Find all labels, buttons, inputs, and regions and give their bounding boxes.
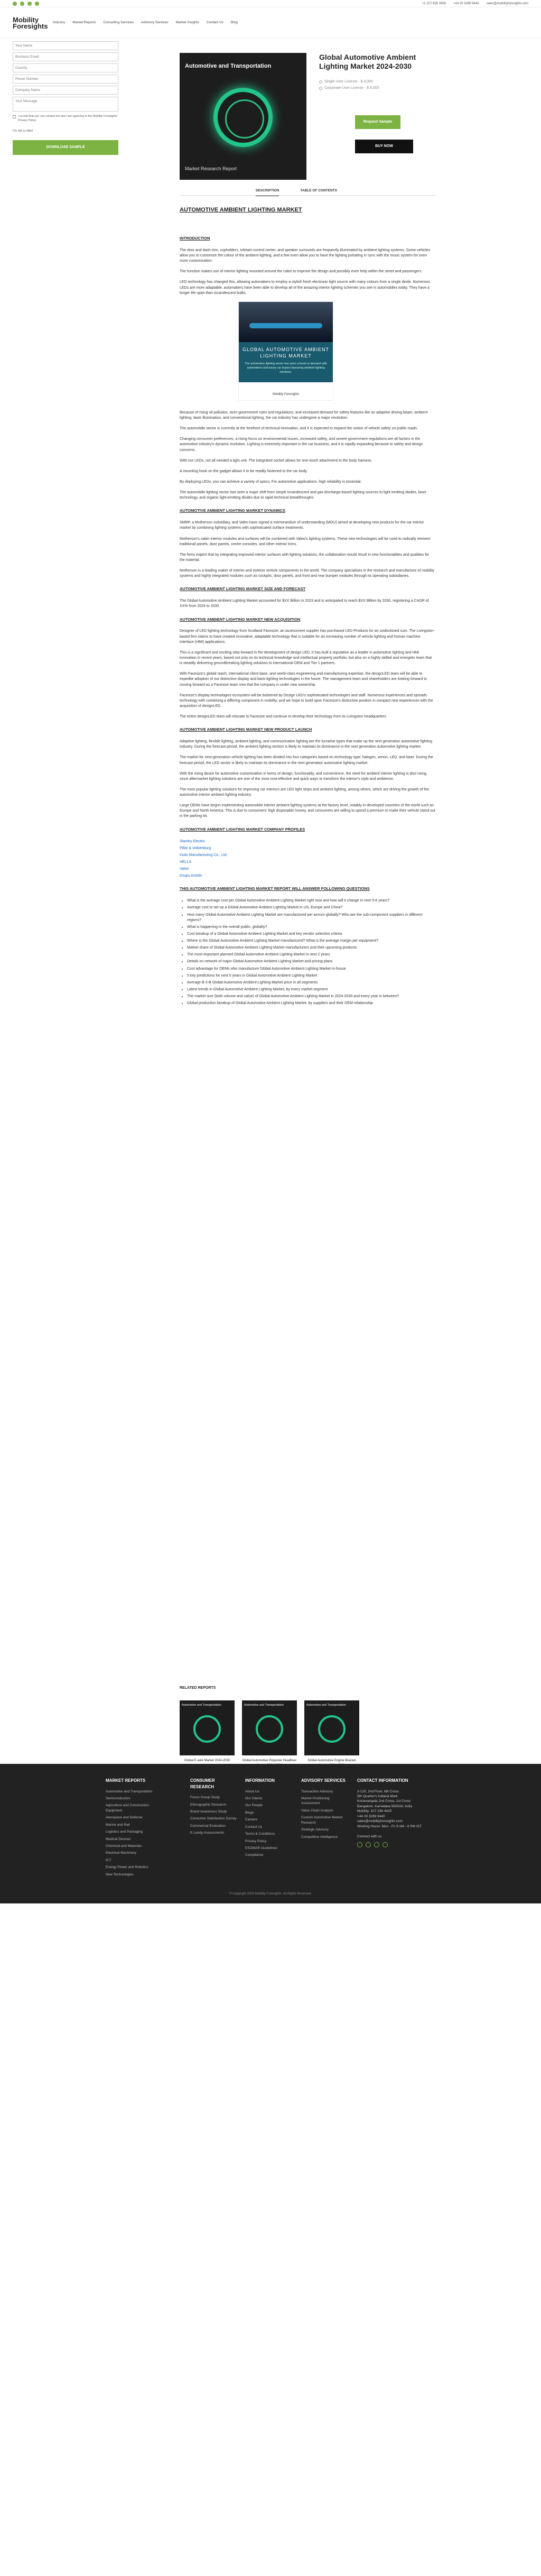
footer-heading: ADVISORY SERVICES [301,1778,346,1783]
faq-item: • The market size (both volume and value) of Global Automotive Ambient Lighting Market in 2024-2030 and every year in between? [187,994,435,999]
faq-item: • Where is the Global Automotive Ambient Lighting Market manufactured? What is the average margin per equipment? [187,939,435,944]
linkedin-icon[interactable] [374,1842,379,1847]
footer-link[interactable]: Electrical Machinery [106,1851,137,1855]
radio-icon [319,80,322,84]
related-card-image [242,1700,297,1755]
faq-item: • The most important planned Global Automotive Ambient Lighting Market in next 2 years [187,952,435,958]
company-list [180,839,435,879]
related-card-image [180,1700,235,1755]
cover-ring-graphic [213,88,273,147]
report-heading: AUTOMOTIVE AMBIENT LIGHTING MARKET [180,207,302,213]
download-sample-button[interactable]: DOWNLOAD SAMPLE [13,140,118,155]
product-title-line1: Global Automotive Ambient [319,53,416,61]
twitter-icon[interactable] [366,1842,371,1847]
linkedin-icon[interactable] [27,2,32,6]
section-heading-dynamics: AUTOMOTIVE AMBIENT LIGHTING MARKET DYNAMICS [180,508,285,513]
nav-insights[interactable]: Market Insights [175,21,199,24]
paragraph: This is a significant and exciting step forward in the development of design LED. It has built a reputation as a leader in automotive lighting and HMI innovation in recent years, based not only on its technical knowledge and intellectual property portfolio, but also on a highly skilled and energetic team that is steadily delivering groundbreaking lighting solutions to international OEM and Tier 1 partners. [180,650,432,666]
footer-link[interactable]: Agriculture and Construction Equipment [106,1804,150,1813]
footer-link[interactable]: Market Positioning Assessment [301,1797,330,1806]
faq-item: • Global production breakup of Global Automotive Ambient Lighting Market, by suppliers and their OEM relationship [187,1001,435,1006]
consent-checkbox[interactable] [13,115,16,118]
buy-now-button[interactable]: BUY NOW [355,140,413,153]
social-links [13,2,39,6]
card-title[interactable]: Global Automotive Engine Bracket [307,1759,356,1763]
paragraph: A mounting hook on the gadget allows it to be readily fastened to the car body. [180,469,308,473]
footer-link[interactable]: Terms & Conditions [245,1832,275,1836]
company-link[interactable]: Pillar & Volkenburg [180,846,211,850]
phone-field[interactable]: Phone Number [13,75,118,84]
nav-advisory[interactable]: Advisory Services [141,21,169,24]
faq-item: • Average B-2-B Global Automotive Ambient Lighting Market price in all segments [187,980,435,986]
contact-line: Bangalore, Karnataka 560034, India [357,1804,413,1808]
top-bar [0,0,541,7]
card-ring-graphic [318,1715,346,1743]
card-category: Automotive and Transportation [306,1704,346,1707]
faq-item: • What is the average cost per Global Automotive Ambient Lighting Market right now and how will it change in next 5-6 years? [187,898,435,904]
footer-link[interactable]: Focus Group Study [190,1796,220,1800]
footer-link[interactable]: About Us [245,1789,259,1793]
footer-link[interactable]: Strategic Advisory [301,1828,329,1832]
footer-link[interactable]: New Technologies [106,1872,134,1876]
footer-link[interactable]: Blogs [245,1810,254,1815]
paragraph: Motherson is a leading maker of interior and exterior vehicle components in the world. The company specialises in the research and manufacture of mobility systems and highly integrated modules such as cockpits, door panels, and front and rear bumper modules through its operating subsidiaries. [180,569,434,578]
consent-row [13,115,118,123]
paragraph: The door and dash trim, cupholders, infotain-control center, and speaker surrounds are frequently illuminated by ambient lighting systems. Some vehicles allow you to customize the colour of the ambient lighting, and a few even allow you to have the lighting pulsating in sync with the music system for even more customization. [180,248,431,263]
section-heading-profiles: AUTOMOTIVE AMBIENT LIGHTING MARKET COMPANY PROFILES [180,826,305,832]
faq-item: • Cost advantage for OEMs who manufacture Global Automotive Ambient Lighting Market in-house [187,967,435,972]
site-footer [0,1764,541,1903]
faq-item: • Cost breakup of a Global Automotive Ambient Lighting Market and key vendor selection criteria [187,932,435,937]
paragraph: With our LEDs, not all needed a light unit. The integrated socket allows for one-touch attachment to the body harness. [180,458,372,463]
paragraph: The entire designLED team will relocate to Facesize and continue to develop their technology from its Livingston headquarters. [180,715,387,719]
paragraph: LED technology has changed this, allowing automakers to employ a stylish fresh electronic light source with many colours from a single diode. Numerous LEDs are more adaptable, automakers have been able to develop all of the amazing interior lighting schemes you see in automobiles today. They have a longer life span than incandescent bulbs. [180,280,430,295]
product-title-line2: Lighting Market 2024-2030 [319,62,412,70]
youtube-icon[interactable] [383,1842,388,1847]
request-sample-button[interactable]: Request Sample [355,115,400,129]
nav-consulting[interactable]: Consulting Services [103,21,134,24]
country-field[interactable]: Country [13,63,118,72]
card-category: Automotive and Transportation [182,1704,221,1707]
footer-heading: CONSUMER RESEARCH [190,1778,215,1789]
footer-link[interactable]: ICT [106,1858,111,1862]
paragraph: Motherson's cabin interior modules and surfaces will be combined with Valeo's lighting systems. These new technologies will be used to radically reinvent traditional panels, door panels, centre consoles, and other interior trims. [180,537,431,546]
paragraph: Changing consumer preferences, a rising focus on environmental issues, increased safety, and severe government regulations are all factors in the automotive industry's dynamic evolution. Lighting is extremely important in the car business, and it is rapidly expanding because to safety and design concerns. [180,437,423,452]
contact-line: Working Hours: Mon - Fri 9 AM - 6 PM IST [357,1824,422,1828]
paragraph: The market for next-generation vehicle lighting has been divided into four categories based on technology type: halogen, xenon, LED, and laser. During the forecast period, the LED sector is likely to maintain its dominance in the next generation automotive lighting market. [180,756,433,765]
market-infographic [238,301,333,401]
tab-divider [180,195,435,196]
footer-link[interactable]: Aerospace and Defense [106,1816,143,1820]
footer-heading: INFORMATION [245,1778,275,1783]
contact-line: 5th Quarter's Indiana Mark [357,1795,398,1799]
card-category: Automotive and Transportation [244,1704,284,1707]
faq-item: • Details on network of major Global Automotive Ambient Lighting Market and pricing plans [187,959,435,964]
radio-icon [319,87,322,90]
paragraph: Designer of LED lighting technology from Scotland Facesize, an assessment supplier has purchased LED Products for an undisclosed sum. The Livingston-based firm claims to have created innovative, adaptable technology that is suitable for an increasing number of vehicle lighting and human machine interface (HMI) applications. [180,629,435,644]
footer-link[interactable]: Careers [245,1818,258,1822]
footer-link[interactable]: Medical Devices [106,1837,131,1841]
footer-link[interactable]: Chemical and Materials [106,1844,142,1848]
footer-link[interactable]: Compliance [245,1853,264,1857]
company-link[interactable]: Valeo [180,867,189,871]
footer-link[interactable]: Transaction Advisory [301,1789,333,1793]
card-title[interactable]: Global E-axle Market 2024-2030 [184,1759,230,1763]
section-heading-faq: THIS AUTOMOTIVE AMBIENT LIGHTING MARKET REPORT WILL ANSWER FOLLOWING QUESTIONS [180,886,370,891]
consent-text: I accept that you can contact me and I am agreeing to the Mobility Foresights' Privacy Policy [18,115,118,122]
paragraph: The automobile lighting sector has seen a major shift from simple incandescent and gas discharge-based lighting sources to light emitting diodes, laser technology, and organic light-emitting diodes due to rapid technical breakthroughs. [180,491,426,500]
footer-link[interactable]: Logistics and Packaging [106,1830,143,1834]
report-cover-image [180,53,306,180]
faq-item: • What is happening in the overall public, globally? [187,925,435,930]
price-corp-label: Corporate User License - $ 6,000 [324,86,379,90]
company-link[interactable]: Koito Manufacturing Co., Ltd [180,853,227,857]
footer-heading: CONTACT INFORMATION [357,1778,408,1783]
footer-link[interactable]: Our Clients [245,1797,263,1801]
copyright: © Copyright 2024 Mobility Foresights. All Rights Reserved. [229,1892,312,1896]
footer-link[interactable]: Consumer Satisfaction Survey [190,1817,237,1821]
logo[interactable] [13,17,48,30]
captcha-text: I'm not a robot [13,129,33,133]
section-heading-launch: AUTOMOTIVE AMBIENT LIGHTING MARKET NEW PRODUCT LAUNCH [180,727,312,732]
footer-link[interactable]: Value Chain Analysis [301,1808,333,1813]
card-ring-graphic [193,1715,221,1743]
footer-link[interactable]: Semiconductors [106,1797,130,1801]
logo-line1: Mobility [13,16,39,24]
car-interior-image [239,302,333,342]
card-title[interactable]: Global Automotive Polyester Headliner [242,1759,297,1763]
footer-link[interactable]: Privacy Policy [245,1839,267,1843]
paragraph: Because of rising oil pollution, strict government rules and regulations, and increased demand for safety features like as adaptive driving beam, ambient lighting, laser illumination, and conventional lighting, the car industry has undergone a major revolution. [180,410,428,420]
paragraph: The firms expect that by integrating improved interior surfaces with lighting solutions, the collaboration would result in new functionalities and qualities for the material. [180,553,430,562]
paragraph: Adaptive lighting, flexible lighting, ambient lighting, and communication lighting are the lucrative types that make up the next generation automotive lighting industry. During the forecast period, the ambient lighting section is likely to maintain its dominance in the next generation automotive lighting market. [180,740,432,749]
contact-bar [422,2,528,6]
company-link[interactable]: HELLA [180,860,192,864]
footer-link[interactable]: Competitive Intelligence [301,1835,338,1839]
footer-consumer-col [190,1778,238,1838]
infographic-title: GLOBAL AUTOMOTIVE AMBIENT LIGHTING MARKET [242,346,330,358]
phone-us-link[interactable]: +1 217 636 3356 [422,2,446,5]
paragraph: By deploying LEDs, you can achieve a variety of specs. For automotive applications, high reliability is essential. [180,480,362,484]
footer-advisory-col [301,1778,349,1842]
nav-market-reports[interactable]: Market Reports [72,21,96,24]
paragraph: The Global Automotive Ambient Lighting Market accounted for $XX Billion in 2023 and is anticipated to reach $XX Billion by 2030, registering a CAGR of XX% from 2024 to 2030. [180,599,429,609]
related-card-image [304,1700,359,1755]
paragraph: With the rising desire for automotive customisation in terms of design, functionality, and convenience, the need for ambient interior lighting is also rising, since aftermarket lighting solutions are one of the most cost-effective and quick ways to transform the interior's style and ambience. [180,771,427,781]
cover-category: Automotive and Transportation [185,63,272,69]
footer-contact-col [357,1778,431,1847]
footer-link[interactable]: Our People [245,1804,263,1808]
card-ring-graphic [256,1715,283,1743]
related-reports [180,1686,359,1775]
main-nav [53,20,238,25]
infographic-band [239,342,333,382]
email-link[interactable]: sales@mobilityforesights.com [486,2,528,5]
youtube-icon[interactable] [35,2,39,6]
faq-item: • How many Global Automotive Ambient Lighting Market are manufactured per annum globally? Who are the sub-component suppliers in different regions? [187,913,435,923]
follow-label: Connect with us [357,1834,382,1838]
name-field[interactable]: Your Name [13,41,118,50]
company-link[interactable]: Grupo Antolin [180,874,202,878]
footer-link[interactable]: Automotive and Transportation [106,1789,153,1793]
section-heading-intro: INTRODUCTION [180,235,210,241]
company-field[interactable]: Company Name [13,86,118,95]
paragraph: SMRP, a Motherson subsidiary, and Valeo have signed a memorandum of understanding (MOU) aimed at developing new products for the car interior market by combining lighting systems with sophisticated surface treatments. [180,521,424,530]
footer-info-col [245,1778,287,1860]
price-single-option[interactable] [319,79,373,85]
footer-social [357,1842,431,1847]
footer-heading: MARKET REPORTS [106,1778,146,1783]
email-field[interactable]: Business Email [13,52,118,61]
footer-link[interactable]: Contact Us [245,1825,263,1829]
message-field[interactable]: Your Message [13,97,118,112]
tab-toc[interactable]: TABLE OF CONTENTS [300,189,337,192]
footer-link[interactable]: Marine and Rail [106,1823,130,1827]
footer-link[interactable]: Brand Awareness Study [190,1810,227,1814]
paragraph: Large OEMs have begun implementing automobile interior ambient lighting systems at the factory level, notably in developed countries of the world such as Europe and North America. This is due to consumers' high disposable money, and consumers are willing to spend a premium to make their vehicle stand out in the parking lot. [180,804,435,818]
nav-blog[interactable]: Blog [230,21,238,24]
company-link[interactable]: Stanley Electric [180,839,206,843]
description-content [180,206,435,1008]
contact-line[interactable]: Mobility: 317 236 4425 [357,1809,392,1814]
paragraph: The most popular lighting solutions for improving car interiors are LED light strips and ambient lighting, among others, which are driving the growth of the automotive interior ambient lighting industry. [180,787,429,797]
contact-line[interactable]: sales@mobilityforesights.com [357,1819,403,1824]
footer-link[interactable]: Custom Automotive Market Research [301,1816,343,1825]
footer-link[interactable]: ESOMAR Guidelines [245,1846,277,1850]
faq-list [187,898,435,1006]
product-title [319,53,425,71]
footer-link[interactable]: E-Landy Assessments [190,1831,225,1835]
footer-link[interactable]: Commercial Evaluation [190,1824,226,1828]
footer-link[interactable]: Energy Power and Robotics [106,1865,148,1870]
cover-footer: Market Research Report [185,165,237,171]
captcha-box[interactable] [13,126,118,136]
footer-market-col [106,1778,164,1879]
logo-line2: Foresights [13,22,48,30]
twitter-icon[interactable] [20,2,24,6]
section-heading-size: AUTOMOTIVE AMBIENT LIGHTING MARKET SIZE AND FORECAST [180,586,306,592]
price-single-label: Single User License - $ 4,000 [324,80,373,84]
contact-line: Koramangala 2nd Cross, 1st Cross [357,1799,411,1804]
faq-item: • 5 key predictions for next 5 years in Global Automotive Ambient Lighting Market [187,973,435,979]
related-heading: RELATED REPORTS [180,1686,216,1690]
contact-line[interactable]: +44 20 3289 9440 [357,1814,385,1818]
tab-description[interactable]: DESCRIPTION [256,188,279,196]
contact-line: 2-120, 2nd Floor, 6th Cross [357,1789,399,1793]
paragraph: With Facesize's global reach, international client base, and world-class engineering and manufacturing expertise, the designLED team will be able to expedite adoption of our distinctive display and back-lighting technologies in the future. The management team and shareholders are looking forward to moving forward as a Facesize team now that the company is under new ownership. [180,672,427,687]
faq-item: • Latest trends in Global Automotive Ambient Lighting Market, by every market segment [187,987,435,992]
sample-request-form [13,41,118,155]
infographic-logo: Mobility Foresights [272,393,299,397]
infographic-desc: The automotive lighting sector has seen a boom in demand with automakers and luxury car buyers favouring ambient lighting solutions. [245,362,327,374]
paragraph: The function makes use of interior lighting mounted around the cabin to improve the design and possibly even help within the street and passengers. [180,270,423,274]
phone-uk-link[interactable]: +44 20 3289 9440 [453,2,479,5]
footer-link[interactable]: Ethnographic Research [190,1802,226,1807]
section-heading-acquisition: AUTOMOTIVE AMBIENT LIGHTING MARKET NEW ACQUISITION [180,617,301,622]
facebook-icon[interactable] [357,1842,362,1847]
paragraph: Facesize's display technologies ecosystem will be bolstered by Design LED's sophisticated technologies and staff. Numerous experiences and spreads technology with combining a differing component in mobility, and we hope to build upon Facesize's distinctive position in compact new experiences with the acquisition of designLED. [180,693,433,708]
faq-item: • Market share of Global Automotive Ambient Lighting Market manufacturers and their upcoming products [187,945,435,951]
site-header [0,7,541,38]
nav-industry[interactable]: Industry [53,21,66,24]
paragraph: The automobile sector is currently at the forefront of technical innovation, and it is expected to expand the notion of vehicle safety on public roads. [180,427,418,431]
facebook-icon[interactable] [13,2,17,6]
price-corp-option[interactable] [319,86,379,91]
faq-item: • Average cost to set up a Global Automotive Ambient Lighting Market in US, Europe and China? [187,905,435,910]
nav-contact[interactable]: Contact Us [206,21,223,24]
